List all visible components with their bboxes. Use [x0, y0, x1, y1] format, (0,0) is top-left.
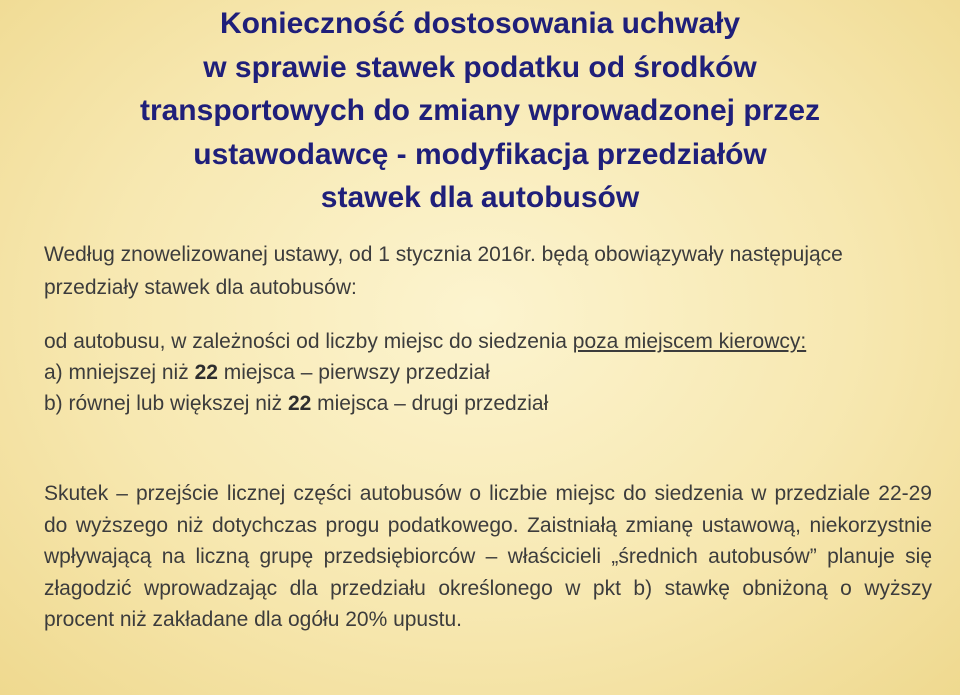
slide-title — [40, 2, 920, 220]
title-line: stawek dla autobusów — [320, 181, 640, 214]
result-paragraph: Skutek – przejście licznej części autobusów o liczbie miejsc do siedzenia w przedziale 22-29 do wyższego niż dotychczas progu podatkowego. Zaistniałą zmianę ustawową, niekorzystnie wpływającą na liczną grupę przedsiębiorców – właścicieli „średnich autobusów” planuje się złagodzić wprowadzając dla przedziału określonego w pkt b) stawkę obniżoną o wyższy procent niż zakładane dla ogółu 20% upustu. — [44, 482, 932, 631]
criteria-block — [44, 326, 932, 419]
item-a-prefix: a) mniejszej niż — [44, 361, 195, 384]
intro-paragraph: Według znowelizowanej ustawy, od 1 stycznia 2016r. będą obowiązywały następujące przedziały stawek dla autobusów: — [44, 243, 843, 299]
criteria-item-b — [44, 388, 932, 419]
criteria-lead — [44, 326, 932, 357]
item-b-number: 22 — [287, 392, 312, 415]
title-line: w sprawie stawek podatku od środków — [203, 50, 757, 84]
criteria-underlined-text: poza miejscem kierowcy: — [572, 330, 807, 353]
criteria-lead-text: od autobusu, w zależności od liczby miejsc do siedzenia — [44, 330, 573, 353]
criteria-item-a — [44, 357, 932, 388]
title-line: ustawodawcę - modyfikacja przedziałów — [193, 137, 767, 171]
title-line: transportowych do zmiany wprowadzonej przez — [139, 94, 821, 127]
item-b-suffix: miejsca – drugi przedział — [311, 392, 549, 415]
item-a-suffix: miejsca – pierwszy przedział — [217, 361, 490, 384]
title-line: Konieczność dostosowania uchwały — [219, 7, 741, 40]
item-a-number: 22 — [194, 361, 218, 384]
item-b-prefix: b) równej lub większej niż — [44, 392, 288, 415]
